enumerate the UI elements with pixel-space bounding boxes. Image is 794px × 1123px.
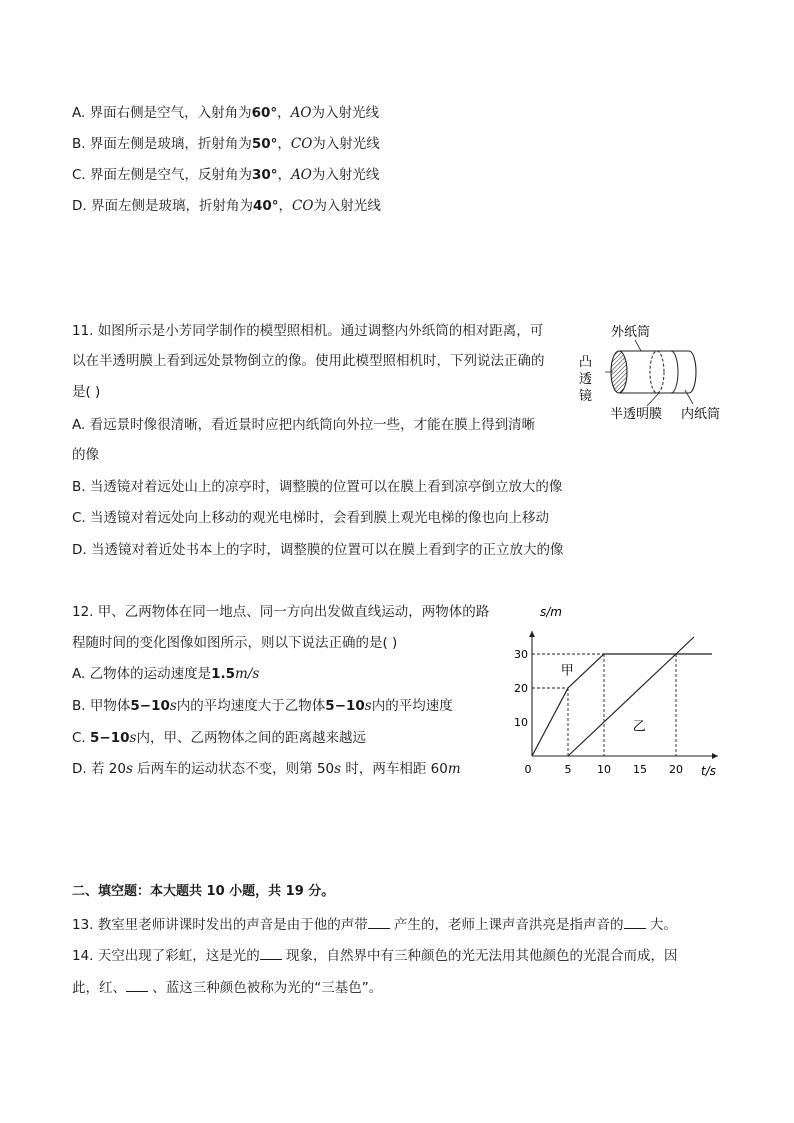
option-text: B. 界面左侧是玻璃，折射角为	[72, 136, 252, 152]
lens-label-char-2: 透	[579, 372, 593, 387]
q10-option-d	[72, 197, 381, 215]
q10-option-c	[72, 166, 379, 184]
time-range: 5−10	[130, 698, 170, 714]
section-title: 二、填空题：本大题共 10 小题，共 19 分。	[72, 884, 335, 899]
y-tick-label: 10	[514, 716, 528, 729]
question-text: 14. 天空出现了彩虹，这是光的	[72, 948, 260, 964]
option-text: 后两车的运动状态不变，则第 50	[132, 761, 335, 777]
q11-stem-line-2: 以在半透明膜上看到远处景物倒立的像。使用此模型照相机时，下列说法正确的	[72, 353, 545, 369]
y-tick-label: 20	[514, 682, 528, 695]
q11-stem-line-1: 11. 如图所示是小芳同学制作的模型照相机。通过调整内外纸筒的相对距离，可	[72, 323, 544, 339]
question-text: 大。	[645, 917, 677, 933]
x-tick-label: 20	[669, 763, 683, 776]
q11-option-c: C. 当透镜对着远处向上移动的观光电梯时，会看到膜上观光电梯的像也向上移动	[72, 510, 550, 526]
ray-label: CO	[290, 136, 313, 152]
q10-option-a	[72, 104, 379, 122]
option-text: B. 甲物体	[72, 698, 131, 714]
option-text: 内的平均速度	[371, 698, 453, 714]
ray-label: AO	[290, 105, 312, 121]
ray-label: AO	[291, 167, 312, 183]
x-tick-label: 10	[597, 763, 611, 776]
q11-stem-line-3: 是( )	[72, 384, 101, 400]
option-text: ，	[278, 198, 293, 214]
answer-blank[interactable]	[260, 945, 282, 960]
lens-label-char-3: 镜	[579, 389, 593, 404]
unit: s	[169, 698, 177, 714]
q11-option-a-cont: 的像	[72, 447, 99, 463]
angle-value: 60°	[251, 105, 278, 121]
unit: m	[447, 761, 461, 777]
x-axis-label: t/s	[701, 764, 716, 778]
y-axis-arrow	[529, 631, 535, 637]
unit: m/s	[235, 666, 260, 682]
camera-model-figure	[575, 318, 755, 428]
x-tick-label: 0	[524, 763, 532, 776]
q12-stem-line-2: 程随时间的变化图像如图所示，则以下说法正确的是( )	[72, 635, 398, 651]
x-tick-label: 5	[564, 763, 572, 776]
speed-value: 1.5	[211, 666, 236, 682]
y-tick-label: 30	[514, 648, 528, 661]
unit: s	[129, 730, 137, 746]
q12-stem-line-1: 12. 甲、乙两物体在同一地点、同一方向出发做直线运动，两物体的路	[72, 604, 490, 620]
angle-value: 50°	[251, 136, 278, 152]
question-text: 此，红、	[72, 980, 126, 996]
time-range: 5−10	[325, 698, 365, 714]
answer-blank[interactable]	[368, 914, 390, 929]
q13-line	[72, 914, 677, 934]
option-text: 内的平均速度大于乙物体	[176, 698, 326, 714]
x-axis-arrow	[712, 753, 718, 759]
q14-line-2	[72, 977, 382, 997]
option-text: ，	[277, 167, 292, 183]
lens-shape	[611, 351, 627, 393]
time-range: 5−10	[90, 730, 130, 746]
option-text: C.	[72, 730, 91, 746]
option-text: 为入射光线	[313, 198, 381, 214]
q11-option-b: B. 当透镜对着远处山上的凉亭时，调整膜的位置可以在膜上看到凉亭倒立放大的像	[72, 479, 563, 495]
q12-option-b	[72, 697, 453, 715]
option-text: 为入射光线	[312, 136, 380, 152]
lens-label-char-1: 凸	[579, 355, 593, 370]
angle-value: 40°	[252, 198, 279, 214]
option-text: 为入射光线	[311, 105, 379, 121]
option-text: ，	[277, 136, 291, 152]
q12-option-d	[72, 760, 461, 778]
option-text: A. 界面右侧是空气，入射角为	[72, 105, 252, 121]
option-text: 时，两车相距 60	[341, 761, 448, 777]
option-text: C. 界面左侧是空气，反射角为	[72, 167, 253, 183]
unit: s	[125, 761, 133, 777]
q14-line-1	[72, 945, 678, 965]
answer-blank[interactable]	[624, 914, 646, 929]
option-text: 内，甲、乙两物体之间的距离越来越远	[136, 730, 366, 746]
answer-blank[interactable]	[126, 977, 148, 992]
q12-option-a	[72, 665, 259, 683]
q11-option-d: D. 当透镜对着近处书本上的字时，调整膜的位置可以在膜上看到字的正立放大的像	[72, 542, 564, 558]
x-tick-label: 15	[633, 763, 647, 776]
s-t-chart	[505, 598, 745, 788]
option-text: D. 界面左侧是玻璃，折射角为	[72, 198, 253, 214]
unit: s	[334, 761, 342, 777]
angle-value: 30°	[252, 167, 278, 183]
film-label: 半透明膜	[610, 407, 663, 422]
series-label-jia: 甲	[560, 663, 574, 679]
y-axis-label: s/m	[540, 605, 562, 619]
ray-label: CO	[292, 198, 314, 214]
question-text: 13. 教室里老师讲课时发出的声音是由于他的声带	[72, 917, 368, 933]
film-shape	[650, 351, 664, 393]
q12-option-c	[72, 729, 366, 747]
inner-tube-edge	[671, 351, 678, 393]
outer-tube-label: 外纸筒	[611, 325, 651, 340]
question-text: 现象，自然界中有三种颜色的光无法用其他颜色的光混合而成，因	[281, 948, 678, 964]
question-text: 、蓝这三种颜色被称为光的“三基色”。	[148, 980, 383, 996]
tube-outline	[619, 351, 696, 393]
option-text: D. 若 20	[72, 761, 126, 777]
q10-option-b	[72, 135, 380, 153]
question-text: 产生的，老师上课声音洪亮是指声音的	[389, 917, 624, 933]
q11-option-a: A. 看远景时像很清晰，看近景时应把内纸筒向外拉一些，才能在膜上得到清晰	[72, 417, 536, 433]
inner-tube-label: 内纸筒	[681, 407, 721, 422]
option-text: 为入射光线	[311, 167, 380, 183]
option-text: ，	[277, 105, 291, 121]
series-line-yi	[568, 637, 694, 756]
option-text: A. 乙物体的运动速度是	[72, 666, 212, 682]
unit: s	[364, 698, 372, 714]
series-label-yi: 乙	[632, 719, 646, 735]
